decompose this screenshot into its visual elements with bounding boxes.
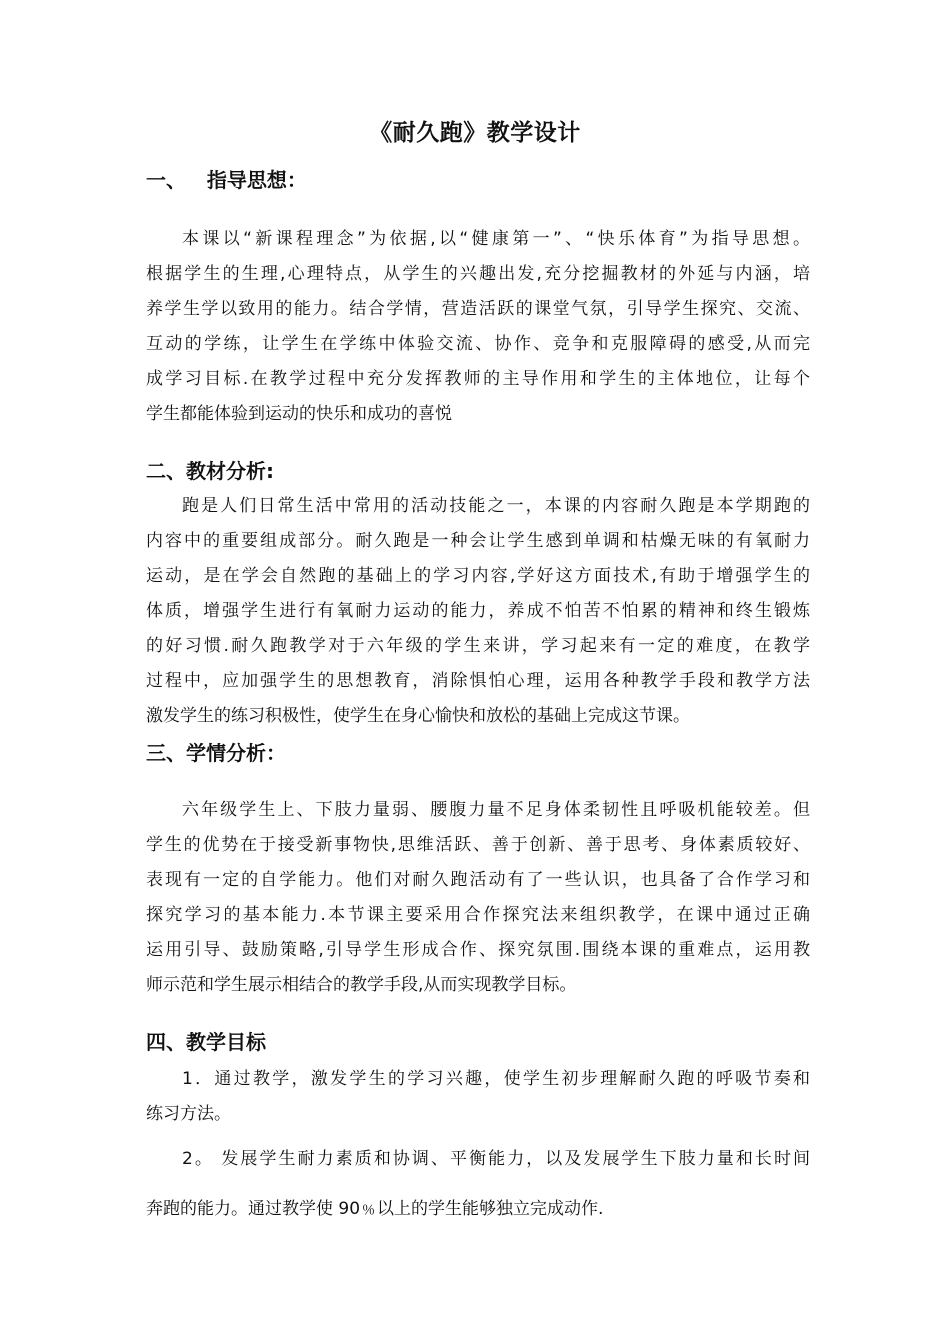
paragraph-line: 学生都能体验到运动的快乐和成功的喜悦 [146,404,452,424]
paragraph-line: 运动，是在学会自然跑的基础上的学习内容,学好这方面技术,有助于增强学生的 [146,566,810,586]
document-title: 《耐久跑》教学设计 [369,120,581,146]
paragraph-line: 互动的学练，让学生在学练中体验交流、协作、竞争和克服障碍的感受,从而完 [146,334,810,354]
objective-line: 练习方法。 [146,1104,231,1124]
section-paragraph-learner-analysis [146,793,810,1003]
paragraph-line: 的好习惯.耐久跑教学对于六年级的学生来讲，学习起来有一定的难度，在教学 [146,636,810,656]
objective-line: 1．通过教学，激发学生的学习兴趣，使学生初步理解耐久跑的呼吸节奏和 [182,1069,810,1089]
section-heading-guiding-ideology: 一、 指导思想： [146,168,307,192]
paragraph-line: 跑是人们日常生活中常用的活动技能之一，本课的内容耐久跑是本学期跑的 [182,496,810,516]
paragraph-line: 体质，增强学生进行有氧耐力运动的能力，养成不怕苦不怕累的精神和终生锻炼 [146,601,810,621]
paragraph-line: 激发学生的练习积极性，使学生在身心愉快和放松的基础上完成这节课。 [146,706,690,726]
paragraph-line: 表现有一定的自学能力。他们对耐久跑活动有了一些认识，也具备了合作学习和 [146,870,810,890]
paragraph-line: 成学习目标.在教学过程中充分发挥教师的主导作用和学生的主体地位，让每个 [146,369,810,389]
section-heading-material-analysis: 二、教材分析: [146,459,274,483]
paragraph-line: 养学生学以致用的能力。结合学情，营造活跃的课堂气氛，引导学生探究、交流、 [146,299,810,319]
objective-item-2 [146,1134,810,1234]
objective-item-1 [146,1062,810,1132]
paragraph-line: 学生的优势在于接受新事物快,思维活跃、善于创新、善于思考、身体素质较好、 [146,835,810,855]
section-paragraph-guiding-ideology [146,222,810,432]
objective-line: 2。 发展学生耐力素质和协调、平衡能力，以及发展学生下肢力量和长时间 [182,1149,810,1169]
paragraph-line: 过程中，应加强学生的思想教育，消除惧怕心理，运用各种教学手段和教学方法 [146,671,810,691]
section-heading-teaching-objectives: 四、教学目标 [146,1030,266,1054]
paragraph-line: 运用引导、鼓励策略,引导学生形成合作、探究氛围.围绕本课的重难点，运用教 [146,940,810,960]
objective-line: 奔跑的能力。通过教学使 90﹪以上的学生能够独立完成动作. [146,1199,604,1219]
paragraph-line: 本课以“新课程理念”为依据,以“健康第一”、“快乐体育”为指导思想。 [182,229,810,249]
paragraph-line: 根据学生的生理,心理特点，从学生的兴趣出发,充分挖掘教材的外延与内涵，培 [146,264,810,284]
section-heading-learner-analysis: 三、学情分析： [146,741,286,765]
paragraph-line: 师示范和学生展示相结合的教学手段,从而实现教学目标。 [146,975,577,995]
paragraph-line: 六年级学生上、下肢力量弱、腰腹力量不足身体柔韧性且呼吸机能较差。但 [182,800,810,820]
paragraph-line: 内容中的重要组成部分。耐久跑是一种会让学生感到单调和枯燥无味的有氧耐力 [146,531,810,551]
section-paragraph-material-analysis [146,489,810,734]
paragraph-line: 探究学习的基本能力.本节课主要采用合作探究法来组织教学，在课中通过正确 [146,905,810,925]
